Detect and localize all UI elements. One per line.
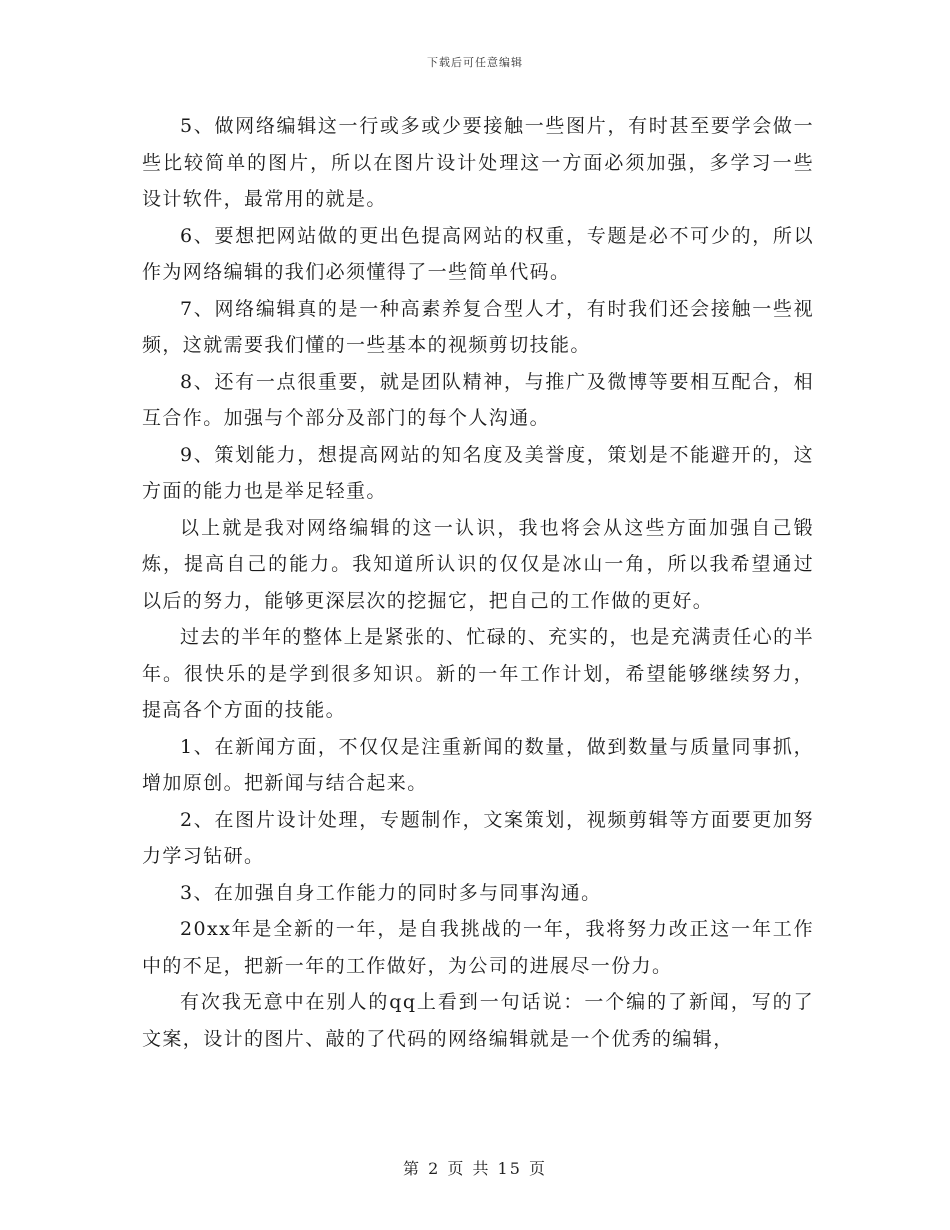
document-body: [142, 108, 814, 1057]
paragraph: 20xx年是全新的一年，是自我挑战的一年，我将努力改正这一年工作中的不足，把新一年的工作做好，为公司的进展尽一份力。: [142, 918, 814, 977]
paragraph: 2、在图片设计处理，专题制作，文案策划，视频剪辑等方面要更加努力学习钻研。: [142, 808, 814, 867]
paragraph: 5、做网络编辑这一行或多或少要接触一些图片，有时甚至要学会做一些比较简单的图片，所以在图片设计处理这一方面必须加强，多学习一些设计软件，最常用的就是。: [142, 115, 814, 210]
paragraph: 有次我无意中在别人的qq上看到一句话说：一个编的了新闻，写的了文案，设计的图片、敲的了代码的网络编辑就是一个优秀的编辑，: [142, 991, 814, 1050]
page-header: 下载后可任意编辑: [427, 56, 523, 69]
paragraph: 9、策划能力，想提高网站的知名度及美誉度，策划是不能避开的，这方面的能力也是举足轻重。: [142, 443, 814, 502]
paragraph: 7、网络编辑真的是一种高素养复合型人才，有时我们还会接触一些视频，这就需要我们懂的一些基本的视频剪切技能。: [142, 297, 814, 356]
paragraph: 1、在新闻方面，不仅仅是注重新闻的数量，做到数量与质量同事抓，增加原创。把新闻与结合起来。: [142, 735, 814, 794]
paragraph: 过去的半年的整体上是紧张的、忙碌的、充实的，也是充满责任心的半年。很快乐的是学到很多知识。新的一年工作计划，希望能够继续努力，提高各个方面的技能。: [142, 626, 814, 721]
paragraph: 3、在加强自身工作能力的同时多与同事沟通。: [180, 881, 602, 904]
paragraph: 6、要想把网站做的更出色提高网站的权重，专题是必不可少的，所以作为网络编辑的我们必须懂得了一些简单代码。: [142, 224, 814, 283]
paragraph: 以上就是我对网络编辑的这一认识，我也将会从这些方面加强自己锻炼，提高自己的能力。我知道所认识的仅仅是冰山一角，所以我希望通过以后的努力，能够更深层次的挖掘它，把自己的工作做的更好。: [142, 516, 814, 612]
page-number-footer: 第 2 页 共 15 页: [403, 1159, 547, 1178]
paragraph: 8、还有一点很重要，就是团队精神，与推广及微博等要相互配合，相互合作。加强与个部分及部门的每个人沟通。: [142, 370, 814, 429]
